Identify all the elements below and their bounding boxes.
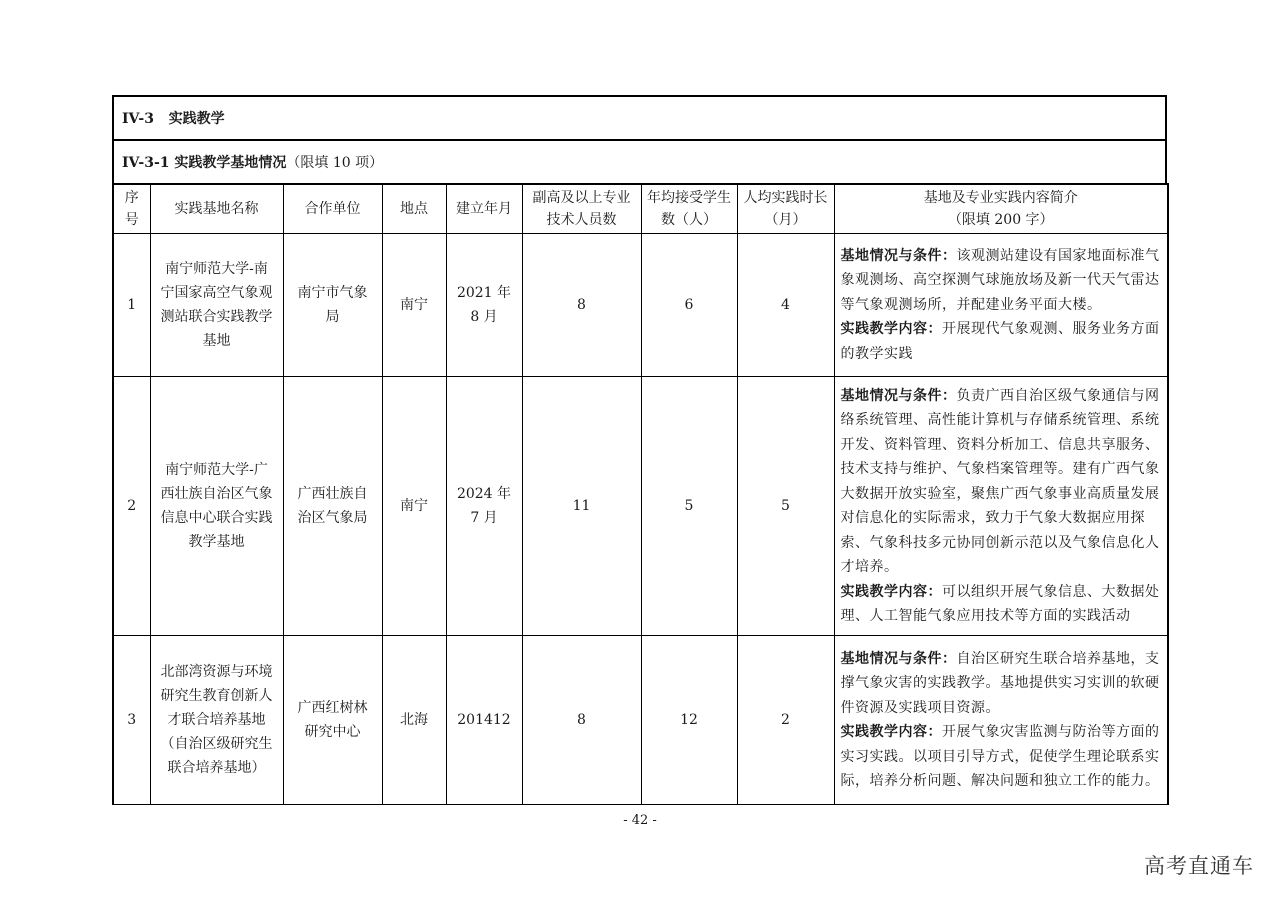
content-label: 实践教学内容： — [840, 583, 942, 600]
condition-text: 自治区研究生联合培养基地，支撑气象灾害的实践教学。基地提供实习实训的软硬件资源及实践项目资源。 — [840, 650, 1160, 716]
section-title-text: IV-3 实践教学 — [122, 111, 225, 127]
header-duration: 人均实践时长（月） — [737, 184, 834, 234]
content-label: 实践教学内容： — [840, 724, 942, 740]
content-label: 实践教学内容： — [840, 321, 942, 338]
cell-location: 北海 — [382, 636, 446, 805]
condition-label: 基地情况与条件： — [840, 247, 957, 264]
cell-no: 3 — [113, 636, 150, 805]
header-established: 建立年月 — [446, 184, 522, 234]
table-row — [113, 234, 1168, 377]
cell-location: 南宁 — [382, 377, 446, 636]
practice-base-table — [112, 183, 1169, 805]
cell-no: 2 — [113, 377, 150, 636]
header-location: 地点 — [382, 184, 446, 234]
page-number: - 42 - — [623, 813, 657, 828]
content-text: 开展气象灾害监测与防治等方面的实习实践。以项目引导方式，促使学生理论联系实际，培养分析问题、解决问题和独立工作的能力。 — [840, 724, 1160, 789]
cell-description — [834, 636, 1168, 805]
cell-senior-staff: 11 — [522, 377, 641, 636]
cell-senior-staff: 8 — [522, 636, 641, 805]
cell-no: 1 — [113, 234, 150, 377]
cell-senior-staff: 8 — [522, 234, 641, 377]
condition-label: 基地情况与条件： — [840, 650, 957, 667]
cell-established: 201412 — [446, 636, 522, 805]
cell-description — [834, 234, 1168, 377]
cell-students: 6 — [641, 234, 737, 377]
cell-duration: 2 — [737, 636, 834, 805]
table-header-row — [113, 184, 1168, 234]
cell-established: 2024 年 7 月 — [446, 377, 522, 636]
cell-name: 南宁师范大学-南宁国家高空气象观测站联合实践教学基地 — [150, 234, 283, 377]
document-page — [112, 95, 1167, 805]
header-no: 序号 — [113, 184, 150, 234]
header-description-limit: （限填 200 字） — [947, 212, 1054, 228]
subsection-title — [112, 139, 1167, 183]
header-description-title: 基地及专业实践内容简介 — [923, 190, 1078, 206]
subsection-title-text: IV-3-1 实践教学基地情况 — [122, 155, 287, 171]
cell-duration: 5 — [737, 377, 834, 636]
condition-text: 该观测站建设有国家地面标准气象观测场、高空探测气球施放场及新一代天气雷达等气象观测场所，并配建业务平面大楼。 — [840, 247, 1160, 313]
watermark: 高考直通车 — [1144, 854, 1254, 878]
condition-label: 基地情况与条件： — [840, 387, 957, 404]
condition-text: 负责广西自治区级气象通信与网络系统管理、高性能计算机与存储系统管理、系统开发、资料管理、资料分析加工、信息共享服务、技术支持与维护、气象档案管理等。建有广西气象大数据开放实验室，聚焦广西气象事业高质量发展对信息化的实际需求，致力于气象大数据应用探索、气象科技多元协同创新示范以及气象信息化人才培养。 — [840, 387, 1160, 575]
cell-partner: 南宁市气象局 — [283, 234, 382, 377]
cell-established: 2021 年 8 月 — [446, 234, 522, 377]
header-students: 年均接受学生数（人） — [641, 184, 737, 234]
cell-students: 12 — [641, 636, 737, 805]
header-partner: 合作单位 — [283, 184, 382, 234]
content-text: 开展现代气象观测、服务业务方面的教学实践 — [840, 321, 1160, 362]
cell-partner: 广西红树林研究中心 — [283, 636, 382, 805]
cell-name: 北部湾资源与环境研究生教育创新人才联合培养基地（自治区级研究生联合培养基地） — [150, 636, 283, 805]
table-row — [113, 377, 1168, 636]
cell-name: 南宁师范大学-广西壮族自治区气象信息中心联合实践教学基地 — [150, 377, 283, 636]
subsection-note: （限填 10 项） — [286, 155, 384, 171]
table-row — [113, 636, 1168, 805]
header-senior-staff: 副高及以上专业技术人员数 — [522, 184, 641, 234]
cell-location: 南宁 — [382, 234, 446, 377]
cell-students: 5 — [641, 377, 737, 636]
cell-description — [834, 377, 1168, 636]
content-text: 可以组织开展气象信息、大数据处理、人工智能气象应用技术等方面的实践活动 — [840, 583, 1160, 624]
cell-partner: 广西壮族自治区气象局 — [283, 377, 382, 636]
header-name: 实践基地名称 — [150, 184, 283, 234]
cell-duration: 4 — [737, 234, 834, 377]
section-title — [112, 95, 1167, 139]
header-description — [834, 184, 1168, 234]
